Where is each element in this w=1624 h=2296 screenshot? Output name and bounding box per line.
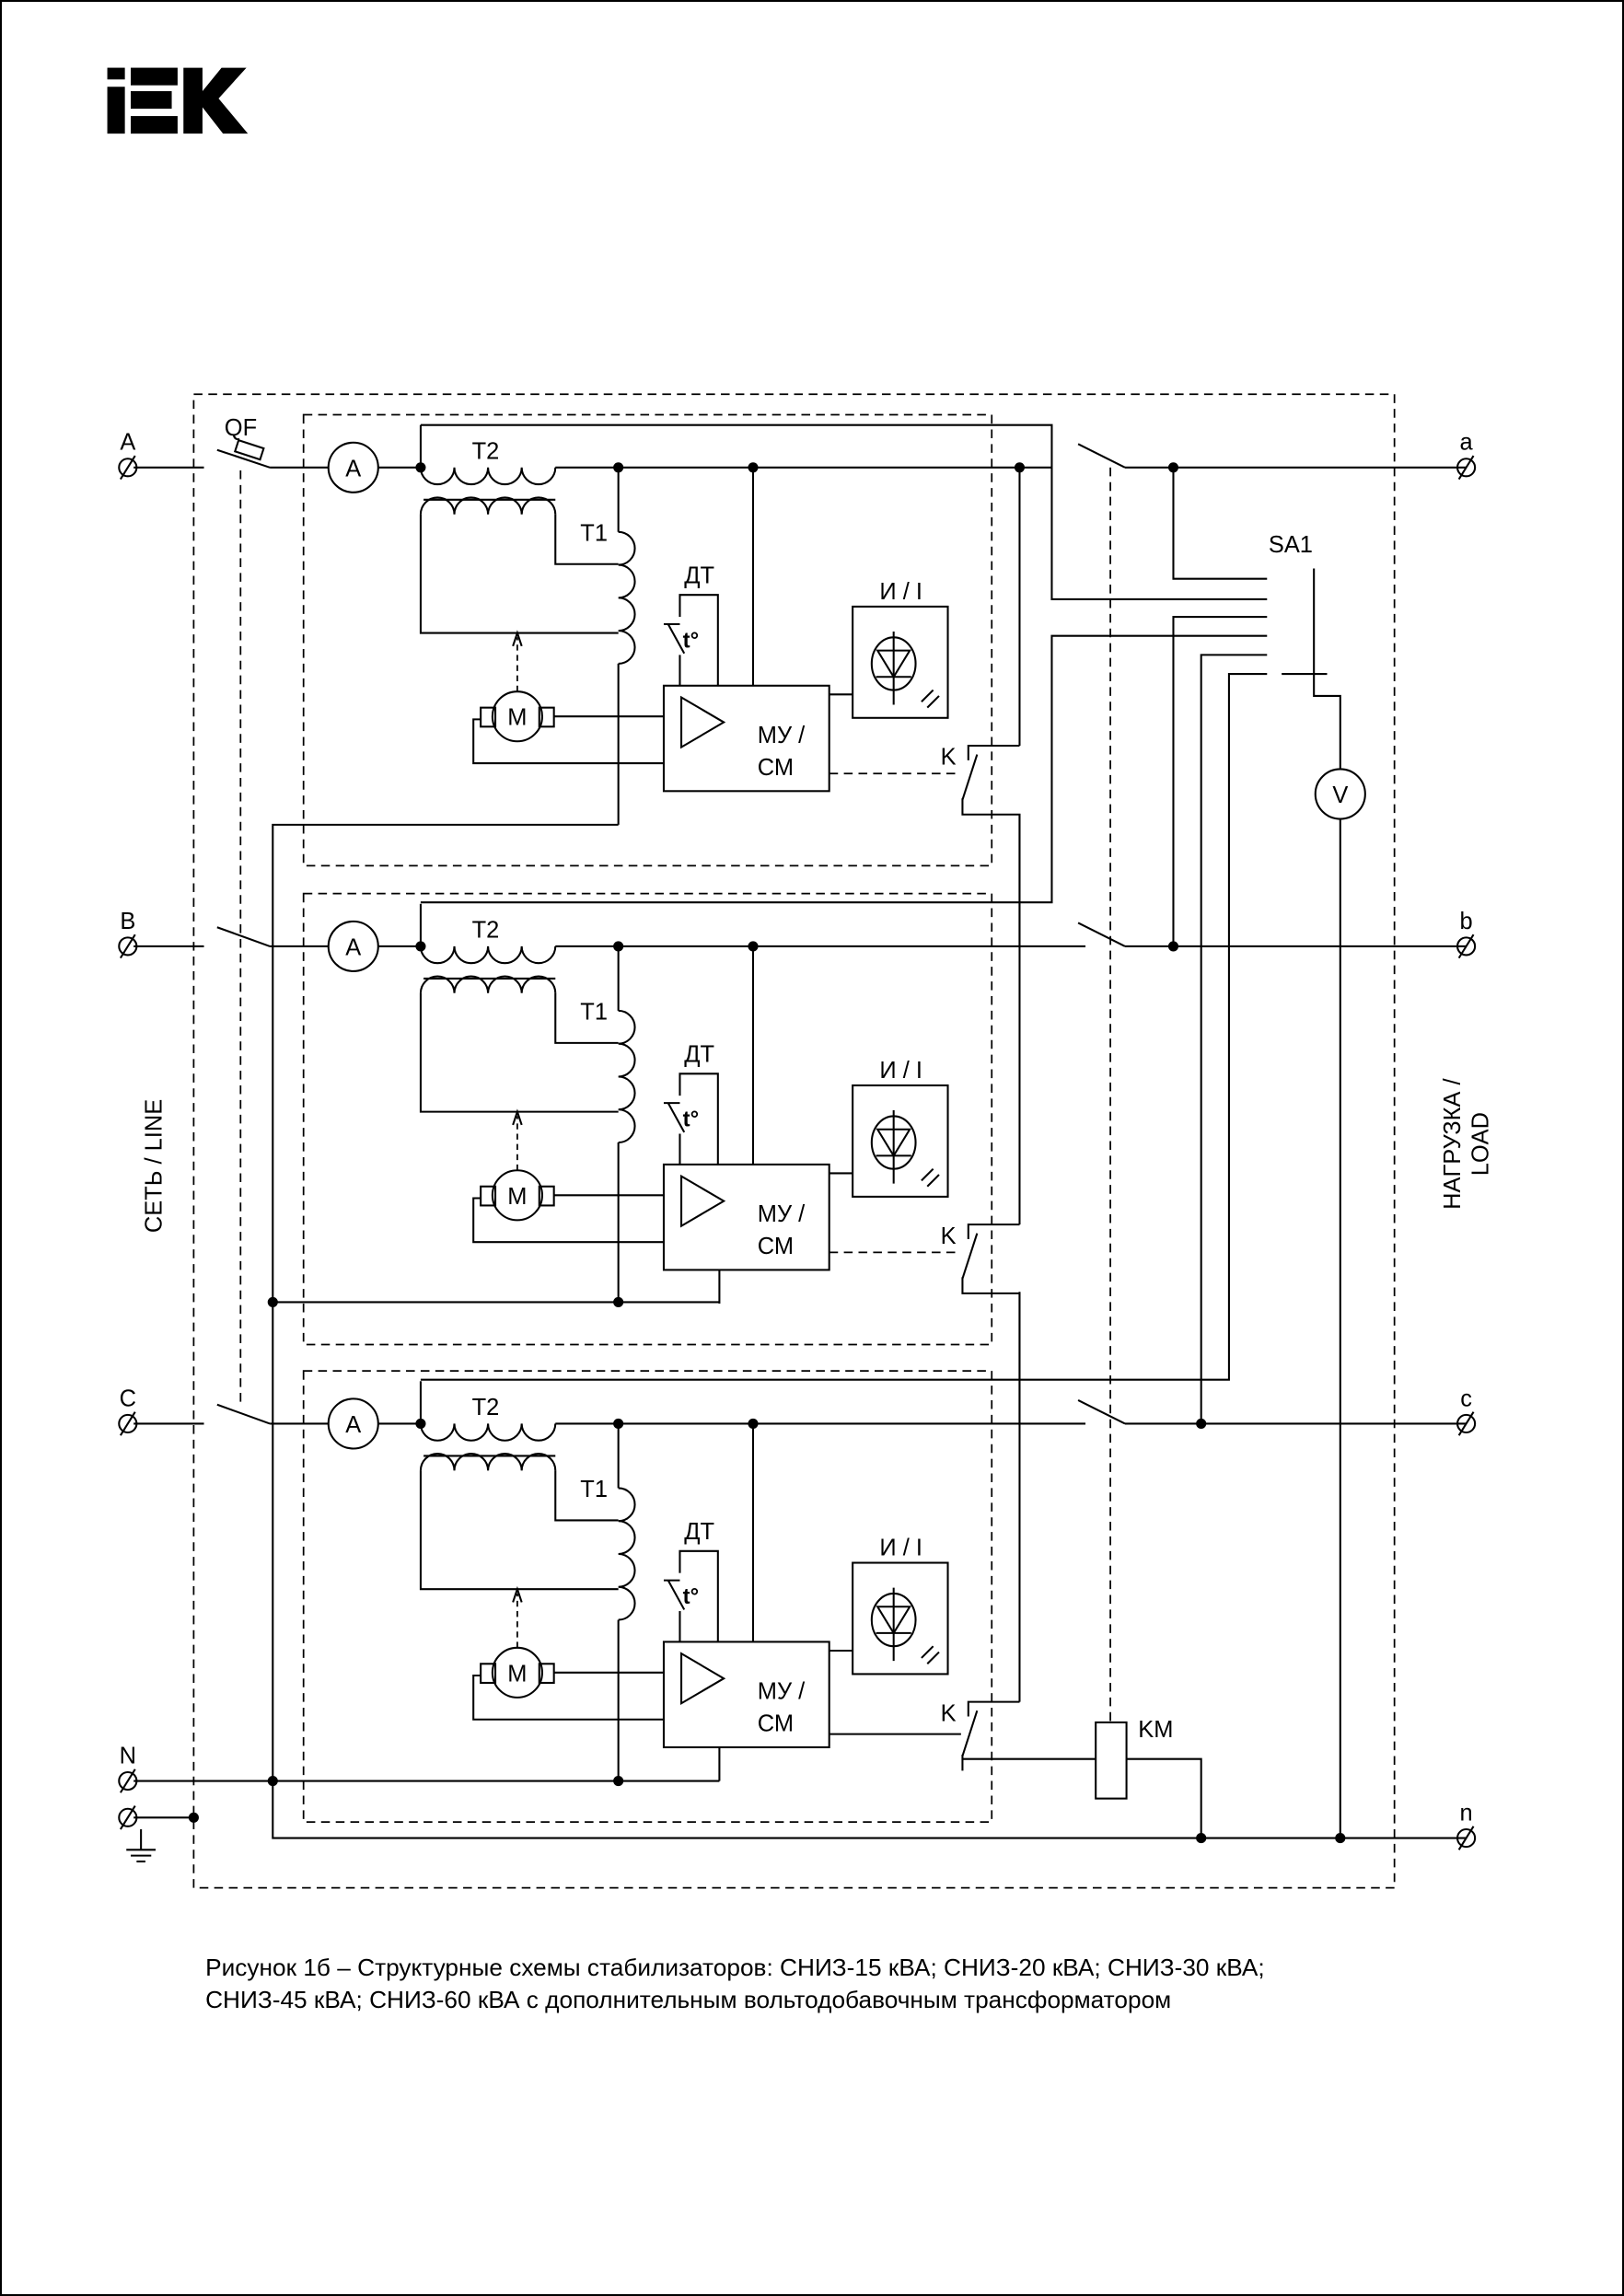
qf-label: QF: [224, 414, 258, 441]
schematic-label: A: [345, 1411, 362, 1438]
km-label: KM: [1138, 1716, 1174, 1743]
autotransformer-t1: [580, 468, 634, 825]
wire-segment: [1314, 569, 1340, 770]
schematic-label: СМ: [757, 754, 795, 781]
enclosure-boundary: [193, 394, 1394, 1887]
output-terminal-label: n: [1459, 1800, 1473, 1826]
wire-segment: [613, 1776, 623, 1786]
wire-segment: [131, 91, 172, 109]
sa1-label: SA1: [1268, 532, 1313, 559]
schematic-label: M: [507, 1183, 528, 1210]
thermal-sensor: [664, 562, 718, 685]
selector-switch-sa1: [421, 425, 1340, 1838]
wire-segment: [421, 468, 555, 484]
wire-segment: [183, 68, 248, 134]
wire-segment: [421, 674, 1267, 1380]
wire-segment: [927, 1652, 939, 1664]
input-terminal-label: N: [119, 1743, 137, 1769]
figure-caption-line-2: СНИЗ-45 кВА; СНИЗ-60 кВА с дополнительным вольтодобавочным трансформатором: [205, 1986, 1172, 2014]
schematic-label: СМ: [757, 1233, 795, 1259]
load-side-label: НАГРУЗКА /: [1440, 1078, 1467, 1210]
led-indicator: [829, 579, 948, 718]
wire-segment: [421, 946, 555, 963]
wire-segment: [1173, 468, 1267, 579]
control-unit: [664, 686, 829, 792]
control-unit: [664, 1165, 829, 1270]
input-terminal: [119, 909, 136, 958]
servo-motor: [473, 1589, 664, 1720]
schematic-label: t°: [682, 1107, 700, 1132]
breaker-pole-b: [217, 927, 270, 946]
phase-module-boundary: [304, 1371, 992, 1822]
autotransformer-t1: [580, 946, 634, 1303]
wire-segment: [962, 1234, 977, 1279]
phase-module-b: [270, 815, 1085, 1425]
schematic-label: A: [345, 934, 362, 961]
schematic-label: K: [940, 1223, 957, 1249]
phase-module-a: [270, 415, 1025, 946]
schematic-label: МУ /: [757, 1200, 806, 1227]
contactor-km: [829, 1717, 1201, 1838]
output-terminal-label: c: [1460, 1386, 1472, 1412]
wire-segment: [268, 1776, 278, 1786]
schematic-label: МУ /: [757, 1678, 806, 1705]
wire-segment: [1173, 617, 1267, 946]
servo-motor: [473, 1112, 664, 1243]
schematic-label: T2: [471, 438, 500, 465]
output-terminal: [1457, 1800, 1475, 1850]
output-terminal: [1457, 1386, 1475, 1435]
schematic-label: МУ /: [757, 722, 806, 748]
wire-segment: [273, 825, 1466, 1838]
schematic-label: M: [507, 704, 528, 731]
phase-module-boundary: [304, 894, 992, 1345]
wire-segment: [421, 636, 1267, 902]
schematic-label: И / I: [879, 578, 922, 605]
wire-segment: [619, 1011, 635, 1142]
wire-segment: [268, 1297, 278, 1307]
input-terminal-label: C: [119, 1386, 137, 1412]
phase-module-boundary: [304, 415, 992, 866]
wire-segment: [1127, 1759, 1201, 1838]
schematic-label: T1: [580, 1476, 608, 1502]
wire-segment: [473, 719, 664, 763]
schematic-label: t°: [682, 628, 700, 654]
wire-segment: [681, 1653, 724, 1703]
schematic-label: И / I: [879, 1058, 922, 1084]
thermal-sensor: [664, 1042, 718, 1165]
wire-segment: [131, 116, 178, 133]
wire-segment: [131, 68, 178, 86]
schematic-label: K: [940, 744, 957, 771]
wire-segment: [1078, 1400, 1125, 1423]
ground-icon: [126, 1829, 156, 1861]
wire-segment: [473, 1676, 664, 1720]
wire-segment: [1201, 655, 1268, 1423]
wire-segment: [108, 68, 125, 80]
input-terminal: [119, 1386, 136, 1435]
thermal-sensor: [664, 1519, 718, 1641]
control-unit: [664, 1641, 829, 1747]
input-terminal-label: A: [120, 429, 136, 456]
load-side-label-2: LOAD: [1467, 1111, 1494, 1177]
schematic-label: СМ: [757, 1710, 795, 1737]
wire-segment: [681, 1177, 724, 1226]
figure-caption-line-1: Рисунок 1б – Структурные схемы стабилизаторов: СНИЗ-15 кВА; СНИЗ-20 кВА; СНИЗ-30 кВА;: [205, 1954, 1265, 1982]
schematic-label: T2: [471, 1394, 500, 1421]
wire-segment: [421, 425, 1267, 599]
wire-segment: [681, 698, 724, 748]
input-terminal: [119, 1743, 136, 1792]
relay-contact-k: [941, 1292, 1020, 1770]
wire-segment: [108, 87, 125, 133]
ammeter: [329, 922, 378, 971]
output-terminal: [1457, 430, 1475, 480]
wire-segment: [473, 1198, 664, 1242]
wire-segment: [927, 1175, 939, 1187]
wire-segment: [1078, 922, 1125, 945]
schematic-label: T1: [580, 520, 608, 547]
voltmeter-label: V: [1332, 783, 1349, 809]
wire-segment: [1096, 1722, 1126, 1799]
schematic-label: T1: [580, 999, 608, 1026]
wire-segment: [922, 1169, 934, 1181]
servo-motor: [473, 633, 664, 764]
transformer-t2: [421, 1395, 555, 1470]
ammeter: [329, 1398, 378, 1448]
wire-segment: [619, 532, 635, 664]
output-terminal-label: b: [1459, 908, 1473, 934]
wire-segment: [927, 696, 939, 708]
wire-segment: [962, 755, 977, 800]
iek-logo: [108, 68, 249, 134]
wire-segment: [922, 1646, 934, 1658]
neutral-bus: [268, 825, 1467, 1843]
schematic-label: ДТ: [684, 562, 715, 589]
ammeter: [329, 443, 378, 493]
wire-segment: [421, 1423, 555, 1440]
stabilizer-schematic: [2, 2, 1624, 2296]
schematic-label: T2: [471, 917, 500, 944]
output-terminal-label: a: [1459, 429, 1473, 456]
phase-module-c: [270, 1292, 1085, 1822]
wire-segment: [119, 430, 136, 1829]
breaker-qf: [217, 415, 270, 468]
input-terminals: [133, 468, 719, 1817]
led-indicator: [829, 1536, 948, 1675]
schematic-label: M: [507, 1661, 528, 1687]
wire-segment: [922, 690, 934, 702]
schematic-label: ДТ: [684, 1519, 715, 1546]
schematic-label: A: [345, 456, 362, 482]
wire-segment: [619, 1488, 635, 1619]
wire-segment: [962, 1710, 977, 1756]
autotransformer-t1: [580, 1423, 634, 1780]
voltmeter: [1316, 769, 1365, 818]
schematic-label: t°: [682, 1584, 700, 1610]
wire-segment: [613, 1297, 623, 1307]
breaker-pole-c: [217, 1405, 270, 1424]
wire-segment: [189, 1813, 199, 1823]
transformer-t2: [421, 917, 555, 992]
schematic-label: ДТ: [684, 1041, 715, 1068]
input-terminal: [119, 430, 136, 480]
line-side-label: СЕТЬ / LINE: [141, 1098, 168, 1234]
output-terminal: [1457, 909, 1475, 958]
transformer-t2: [421, 438, 555, 514]
input-terminal-label: B: [120, 908, 136, 934]
schematic-label: K: [940, 1700, 957, 1727]
output-contacts: [1078, 444, 1466, 1429]
led-indicator: [829, 1058, 948, 1197]
wire-segment: [1078, 444, 1125, 467]
schematic-label: И / I: [879, 1535, 922, 1561]
